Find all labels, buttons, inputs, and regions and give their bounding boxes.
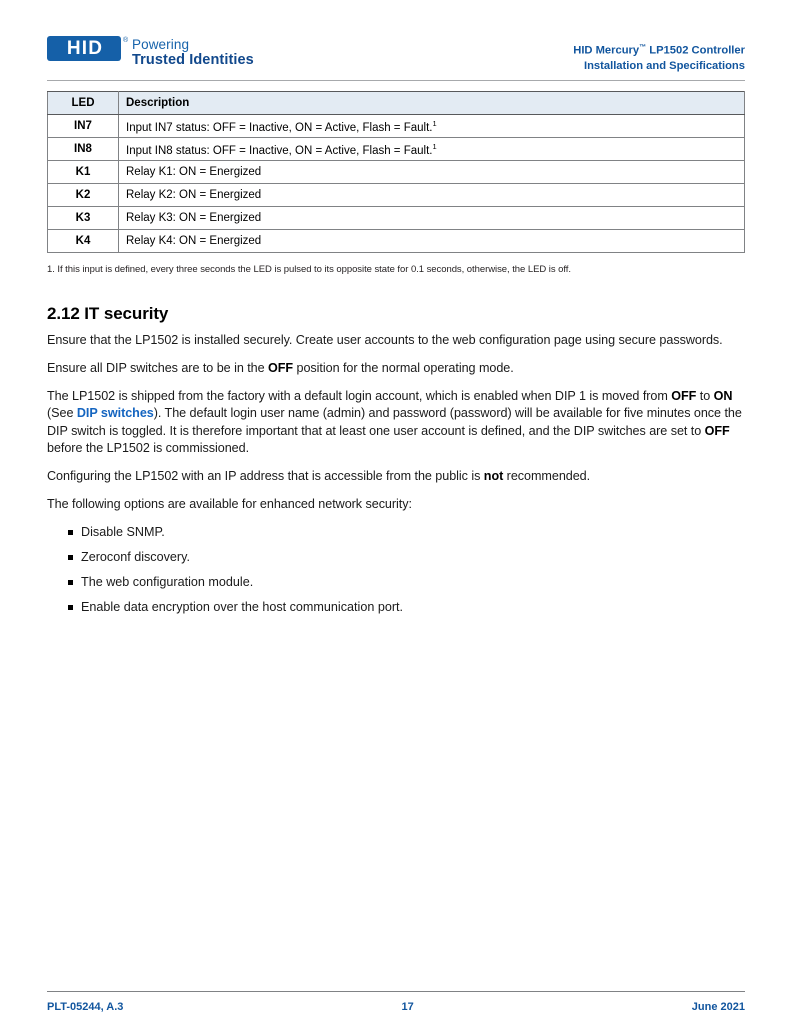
square-bullet-icon	[68, 555, 73, 560]
cell-description: Relay K4: ON = Energized	[119, 230, 745, 253]
tagline-line-2: Trusted Identities	[132, 52, 254, 69]
para3-text-e: before the LP1502 is commissioned.	[47, 440, 250, 455]
list-item	[47, 549, 745, 566]
cell-led: IN8	[48, 138, 119, 161]
cell-led: K4	[48, 230, 119, 253]
paragraph-install-securely: Ensure that the LP1502 is installed securely. Create user accounts to the web configuration page using secure passwords.	[47, 333, 723, 347]
cell-description: Relay K1: ON = Energized	[119, 161, 745, 184]
para4-text-a: Configuring the LP1502 with an IP address that is accessible from the public is	[47, 468, 484, 483]
dip-switches-link[interactable]: DIP switches	[76, 406, 154, 421]
led-description-table	[47, 91, 745, 253]
table-body	[48, 115, 745, 253]
paragraph-public-ip	[47, 468, 745, 485]
cell-led: K3	[48, 207, 119, 230]
document-title	[573, 43, 745, 75]
column-header-led: LED	[48, 92, 119, 115]
section-body	[47, 332, 745, 625]
cell-description-text: Input IN8 status: OFF = Inactive, ON = Active, Flash = Fault.	[126, 144, 433, 157]
network-security-options-list	[47, 524, 745, 617]
para3-text-b: to	[696, 389, 714, 404]
footnote-ref: 1	[432, 118, 437, 128]
para3-text-a: The LP1502 is shipped from the factory with a default login account, which is enabled when DIP 1 is moved from	[47, 389, 672, 404]
square-bullet-icon	[68, 530, 73, 535]
footer-document-id: PLT-05244, A.3	[47, 1001, 124, 1013]
hid-tagline	[132, 36, 254, 68]
list-item-label: Disable SNMP.	[81, 525, 165, 539]
list-item	[47, 599, 745, 616]
para3-emphasis-off-2: OFF	[704, 423, 730, 438]
table-row	[48, 230, 745, 253]
para3-text-c: (See	[47, 406, 77, 421]
table-header-row	[48, 92, 745, 115]
list-item-label: Zeroconf discovery.	[81, 550, 190, 565]
footnote-ref: 1	[432, 141, 437, 151]
para4-emphasis-not: not	[483, 468, 504, 483]
column-header-description: Description	[119, 92, 745, 115]
tagline-line-1: Powering	[132, 37, 190, 52]
cell-description	[119, 138, 745, 161]
header-divider	[47, 80, 745, 81]
para2-text-a: Ensure all DIP switches are to be in the	[47, 361, 269, 376]
list-item-label: The web configuration module.	[81, 575, 254, 590]
cell-led: IN7	[48, 115, 119, 138]
cell-led: K1	[48, 161, 119, 184]
table-footnote: 1. If this input is defined, every three seconds the LED is pulsed to its opposite state for 0.1 seconds, otherwise, the LED is off.	[47, 264, 571, 275]
para3-text-d: ). The default login user name (admin) and password (password) will be available for five minutes once the DIP switch is toggled. It is therefore important that at least one user account is defined, and the DIP switches are set to	[47, 406, 742, 438]
cell-description	[119, 115, 745, 138]
table-row	[48, 115, 745, 138]
footer-divider	[47, 991, 745, 992]
section-heading: 2.12 IT security	[47, 304, 169, 323]
document-title-line-1	[573, 43, 745, 59]
trademark-icon: ™	[639, 44, 647, 51]
square-bullet-icon	[68, 580, 73, 585]
para2-text-b: position for the normal operating mode.	[293, 361, 514, 376]
registered-trademark-icon: ®	[123, 37, 129, 44]
para3-emphasis-on: ON	[713, 389, 733, 404]
paragraph-dip-off	[47, 360, 745, 377]
document-title-product: HID Mercury	[573, 44, 640, 57]
para2-emphasis-off: OFF	[268, 361, 294, 376]
list-item-label: Enable data encryption over the host communication port.	[81, 600, 404, 615]
table-row	[48, 161, 745, 184]
page-footer	[47, 1001, 745, 1013]
square-bullet-icon	[68, 605, 73, 610]
paragraph-default-login	[47, 388, 745, 457]
hid-logo-text: HID	[66, 38, 104, 59]
footer-page-number: 17	[401, 1001, 414, 1013]
cell-description: Relay K2: ON = Energized	[119, 184, 745, 207]
list-item	[47, 574, 745, 591]
paragraph-options-intro: The following options are available for enhanced network security:	[47, 496, 412, 511]
document-title-model: LP1502 Controller	[646, 44, 745, 57]
hid-logo	[47, 36, 121, 61]
para4-text-b: recommended.	[503, 468, 591, 483]
document-title-line-2: Installation and Specifications	[583, 60, 745, 73]
table-row	[48, 138, 745, 161]
para3-emphasis-off: OFF	[671, 389, 697, 404]
cell-led: K2	[48, 184, 119, 207]
table-row	[48, 207, 745, 230]
cell-description-text: Input IN7 status: OFF = Inactive, ON = Active, Flash = Fault.	[126, 121, 433, 134]
table-row	[48, 184, 745, 207]
hid-brand-lockup	[47, 36, 254, 68]
footer-date: June 2021	[691, 1001, 745, 1013]
cell-description: Relay K3: ON = Energized	[119, 207, 745, 230]
table-header	[48, 92, 745, 115]
page-header	[47, 36, 745, 76]
list-item	[47, 524, 745, 541]
